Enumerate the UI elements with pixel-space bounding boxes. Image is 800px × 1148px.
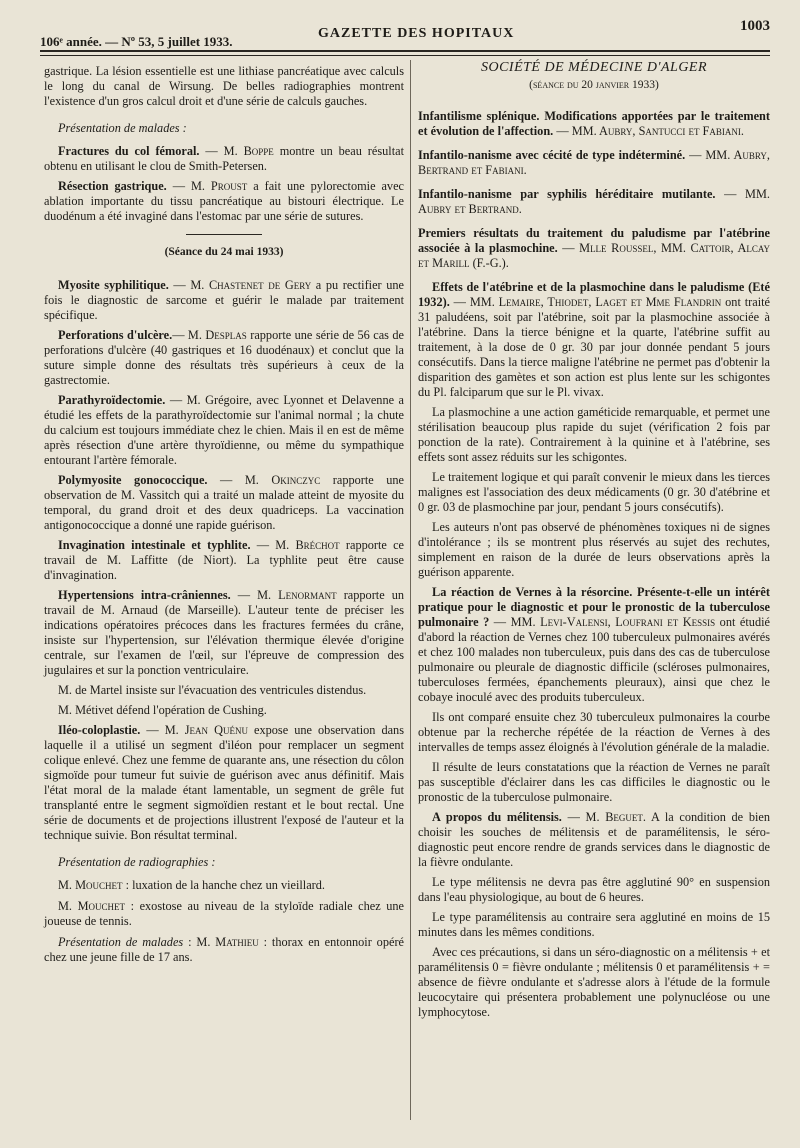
author: M. Mouchet (58, 878, 123, 892)
dash: — M. (140, 723, 185, 737)
entry-title: Effets de l'atébrine et de la plasmochine dans le paludisme (Eté 1932). (418, 280, 770, 309)
session-date: (Séance du 24 mai 1933) (164, 246, 284, 258)
entry-text: rapporte une série de 56 cas de perforations d'ulcère (40 gastriques et 16 duodénaux) et conclut que la suture simple donne des résultats très supérieurs à ceux de la gastrectomie. (44, 328, 404, 387)
entry-melitensis (418, 810, 770, 870)
entry-title: Parathyroïdectomie. (58, 393, 166, 407)
entry-title: Myosite syphilitique. (58, 278, 169, 292)
entry-text: . A la condition de bien choisir les souches de mélitensis et de paramélitensis, le séro-diagnostic peut encore rendre de grands services dans le diagnostic de la fièvre ondulante. (418, 810, 770, 869)
paragraph-metivet: M. Métivet défend l'opération de Cushing. (58, 703, 267, 717)
author: Okinczyc (271, 473, 321, 487)
entry-mouchet-2 (44, 899, 404, 929)
section-subheading: Présentation de malades : (58, 121, 187, 135)
entry-title: Infantilo-nanisme par syphilis héréditaire mutilante. (418, 187, 716, 201)
entry-fractures (44, 144, 404, 174)
author: Desplas (205, 328, 247, 342)
left-column (44, 64, 404, 970)
dash: — M. (199, 144, 244, 158)
authors: — MM. Aubry et Bertrand. (418, 187, 770, 216)
authors: — MM. Aubry, Bertrand et Fabiani. (418, 148, 771, 177)
entry-nanisme-2 (418, 187, 770, 217)
paragraph-type-melitensis: Le type mélitensis ne devra pas être agglutiné 90° en suspension dans l'eau physiologique, au bout de 6 heures. (418, 875, 770, 904)
author: Jean Quénu (184, 723, 248, 737)
dash: — M. (230, 588, 279, 602)
paragraph-plasmochine: La plasmochine a une action gaméticide remarquable, et permet une stérilisation beaucoup plus rapide du sujet (vérification 2 fois par ponction de la rate). Contrairement à la quinine et à l'atébrine, ses effets sont assez réduits sur les schigontes. (418, 405, 770, 464)
issue-info: 106ᵉ année. — Nº 53, 5 juillet 1933. (40, 34, 233, 49)
entry-text: rapporte une observation de M. Vassitch qui a traité un malade atteint de myosite du temporal, du grand droit et des deux quadriceps. La vaccination antigonococcique a donné une rapide guérison. (44, 473, 405, 532)
header-rule (40, 50, 770, 52)
entry-title: Premiers résultats du traitement du paludisme par l'atébrine associée à la plasmochine. (418, 226, 770, 255)
entry-text: : exostose au niveau de la styloïde radiale chez une joueuse de tennis. (44, 899, 404, 928)
entry-parathyroidectomie (44, 393, 404, 468)
entry-ileo-coloplastie (44, 723, 404, 843)
paragraph: gastrique. La lésion essentielle est une lithiase pancréatique avec calculs le long du canal de Wirsung. De belles radiographies montrent l'existence d'un gros calcul droit et d'une série de calculs gauches. (44, 64, 404, 108)
dash: — MM. (449, 295, 499, 309)
entry-title: Infantilisme splénique. Modifications apportées par le traitement et évolution de l'affection. (418, 109, 770, 138)
dash: — M. (168, 278, 209, 292)
entry-nanisme-1 (418, 148, 770, 178)
entry-title: Polymyosite gonococcique. (58, 473, 208, 487)
entry-hypertensions (44, 588, 404, 678)
author: Chastenet de Gery (208, 278, 312, 292)
entry-text: rapporte un travail de M. Arnaud (de Marseille). L'auteur tente de préciser les indications opératoires précoces dans les fractures fermées du crâne, insiste sur l'hypertension, sur l'élévation thermique élevée d'origine centrale, sur l'examen de l'œil, sur l'épreuve de compression des jugulaires et sur la ponction ventriculaire. (44, 588, 405, 677)
dash: — M. (166, 179, 211, 193)
dash: — MM. (489, 615, 541, 629)
header-rule-thin (40, 55, 770, 56)
entry-mathieu (44, 935, 404, 965)
entry-premiers-resultats (418, 226, 770, 271)
paragraph-precautions: Avec ces précautions, si dans un séro-diagnostic on a mélitensis + et paramélitensis 0 = fièvre ondulante ; mélitensis 0 et paramélitensis + = absence de fièvre ondulante et s'adresse alors à l'étude de la formule leucocytaire qui présentera probablement une polynucléose ou une lymphocytose. (418, 945, 770, 1019)
entry-text: rapporte ce travail de M. Laffitte (de Niort). La typhlite peut être cause d'invagination. (44, 538, 404, 582)
entry-text: — M. Grégoire, avec Lyonnet et Delavenne a étudié les effets de la parathyroïdectomie sur l'animal normal ; la chute du calcium est toujours immédiate chez le chien. Mais il en est de même après résection d'une artère thyroïdienne, ou même du sympathique entourant l'artère fémorale. (44, 393, 404, 467)
entry-text: a pu rectifier une fois le diagnostic de sarcome et guérir le malade par traitement spécifique. (44, 278, 404, 322)
entry-infantilisme (418, 109, 770, 139)
author: Boppe (243, 144, 274, 158)
journal-title: GAZETTE DES HOPITAUX (318, 26, 515, 41)
entry-polymyosite (44, 473, 404, 533)
entry-title: Résection gastrique. (58, 179, 167, 193)
section-subheading: Présentation de radiographies : (58, 855, 216, 869)
paragraph-compare: Ils ont comparé ensuite chez 30 tuberculeux pulmonaires la courbe obtenue par la recherche répétée de la réaction de Vernes à des intervalles de temps assez éloignés à l'évolution générale de la maladie. (418, 710, 770, 754)
paragraph-auteurs: Les auteurs n'ont pas observé de phénomènes toxiques ni de signes d'intolérance ; ils se montrent plus réservés au sujet des rechutes, simplement en raison de la durée de leurs observations après la guérison apparente. (418, 520, 770, 579)
authors: Lemaire, Thiodet, Laget et Mme Flandrin (498, 295, 722, 309)
author: Beguet (605, 810, 643, 824)
entry-title: A propos du mélitensis. (432, 810, 562, 824)
dash: : M. (183, 935, 216, 949)
author: Mathieu (215, 935, 259, 949)
paragraph-type-paramelitensis: Le type paramélitensis au contraire sera agglutiné en moins de 15 minutes dans les mêmes conditions. (418, 910, 770, 939)
page-number: 1003 (740, 18, 770, 34)
session-date: (séance du 20 janvier 1933) (529, 79, 659, 91)
entry-text: ont traité 31 paludéens, soit par l'atébrine, soit par la plasmochine associée à l'atébrine. Dans la tierce bénigne et la quarte, l'atébrine suffit au traitement, à la dose de 0 gr. 30 par jour donnée pendant 5 jours consécutifs. Dans la tierce maligne l'atébrine ne permet pas d'obtenir la disparition des gamètes et son action est plus lente sur les schigontes du Pl. falciparum que sur le Pl. vivax. (418, 295, 771, 399)
authors: — Mlle Roussel, MM. Cattoir, Alcay et Marill (F.-G.). (418, 241, 770, 270)
entry-resection (44, 179, 404, 224)
author: Bréchot (295, 538, 340, 552)
subheading-inline: Présentation de malades (58, 935, 184, 949)
authors: Levi-Valensi, Loufrani et Kessis (540, 615, 716, 629)
entry-invagination (44, 538, 404, 583)
paragraph-resulte: Il résulte de leurs constatations que la réaction de Vernes ne paraît pas susceptible d'éclairer dans les cas difficiles le diagnostic ou le pronostic de la tuberculose pulmonaire. (418, 760, 770, 804)
author: Lenormant (278, 588, 337, 602)
entry-title: Hypertensions intra-crâniennes. (58, 588, 231, 602)
authors: — MM. Aubry, Santucci et Fabiani. (553, 124, 744, 138)
author: Proust (210, 179, 248, 193)
author: M. Mouchet (58, 899, 126, 913)
right-column (418, 58, 770, 1025)
society-title: SOCIÉTÉ DE MÉDECINE D'ALGER (480, 60, 708, 75)
entry-title: Fractures du col fémoral. (58, 144, 200, 158)
entry-text: : thorax en entonnoir opéré chez une jeune fille de 17 ans. (44, 935, 404, 964)
column-divider (410, 60, 411, 1120)
entry-text: expose une observation dans laquelle il a utilisé un segment d'iléon pour remplacer un segment colique enlevé. Chez une femme de quarante ans, une résection du côlon sigmoïde pour tumeur fut suivie de guérison avec anus définitif. Mais l'état moral de la malade étant lamentable, un segment de grêle fut transplanté entre le segment sigmoïdien restant et le bout rectal. Une série de documents et de projections illustrent l'exposé de l'auteur et la technique suivie. Bon résultat terminal. (44, 723, 404, 842)
dash: — M. (561, 810, 606, 824)
entry-myosite (44, 278, 404, 323)
entry-text: ont étudié d'abord la réaction de Vernes chez 100 tuberculeux pulmonaires avérés et chez 100 malades non tuberculeux, puis dans des cas de tuberculose pulmonaire ou pleurale de diagnostic difficile (scléroses pulmonaires, tuberculoses fermées, épanchements pleuraux), ainsi que chez le cobaye inoculé avec des produits tuberculeux. (418, 615, 770, 704)
paragraph-martel: M. de Martel insiste sur l'évacuation des ventricules distendus. (58, 683, 367, 697)
entry-title: Infantilo-nanisme avec cécité de type indéterminé. (418, 148, 686, 162)
entry-vernes (418, 585, 770, 705)
entry-title: Perforations d'ulcère. (58, 328, 173, 342)
entry-mouchet-1 (44, 878, 404, 893)
entry-text: : luxation de la hanche chez un vieillard. (122, 878, 325, 892)
entry-text: a fait une pylorectomie avec ablation importante du tissu pancréatique au bistouri électrique. Le duodénum a été invaginé dans l'estomac par une série de sutures. (44, 179, 405, 223)
dash: — M. (250, 538, 296, 552)
entry-title: La réaction de Vernes à la résorcine. Présente-t-elle un intérêt pratique pour le diagnostic et pour le pronostic de la tuberculose pulmonaire ? (418, 585, 770, 629)
page-header (40, 18, 770, 54)
paragraph-traitement: Le traitement logique et qui paraît convenir le mieux dans les tierces malignes est l'association des deux médicaments (0 gr. 30 d'atébrine et 0 gr. 03 de plasmochine par jour, pendant 5 jours consécutifs). (418, 470, 770, 514)
entry-perforations (44, 328, 404, 388)
entry-effets (418, 280, 770, 400)
section-rule (186, 234, 262, 235)
entry-title: Invagination intestinale et typhlite. (58, 538, 251, 552)
dash: — M. (172, 328, 206, 342)
dash: — M. (207, 473, 272, 487)
entry-text: montre un beau résultat obtenu en utilisant le clou de Smith-Petersen. (44, 144, 404, 173)
entry-title: Iléo-coloplastie. (58, 723, 141, 737)
